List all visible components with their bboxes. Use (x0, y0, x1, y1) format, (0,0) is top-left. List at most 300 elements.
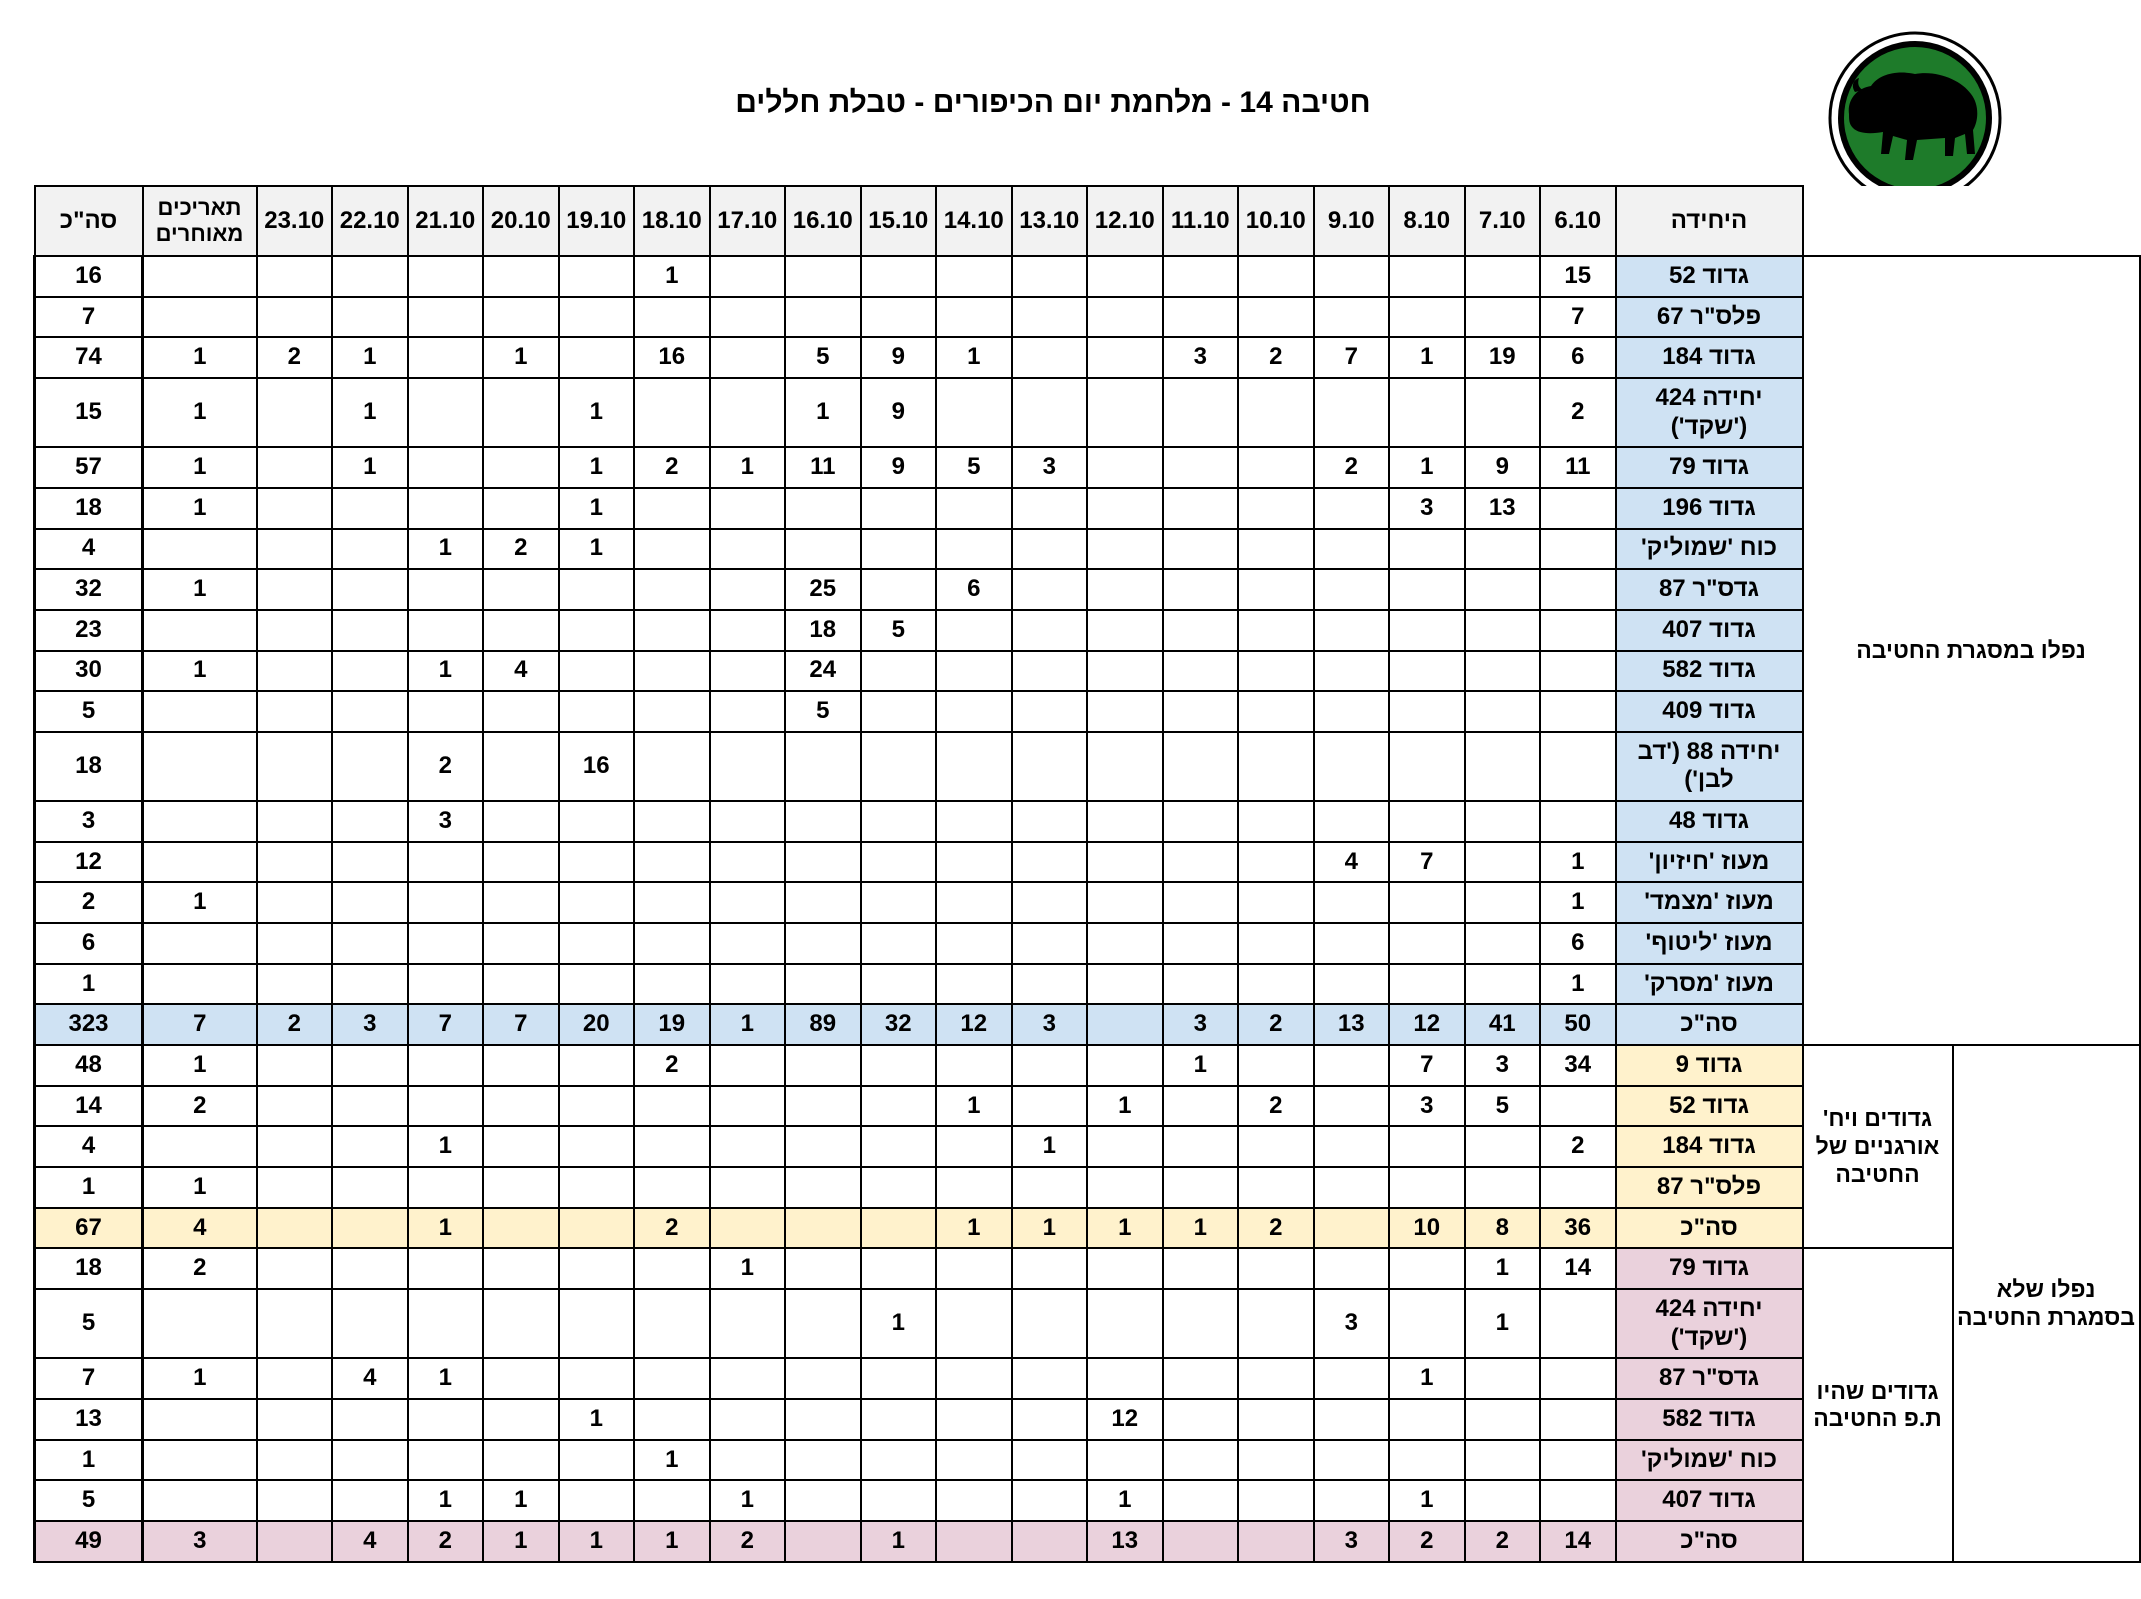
date-cell (634, 610, 710, 651)
date-cell: 2 (1238, 1004, 1314, 1045)
date-cell: 7 (408, 1004, 484, 1045)
date-cell (861, 801, 937, 842)
date-cell (1238, 297, 1314, 338)
date-cell (483, 923, 559, 964)
later-dates-cell: 2 (143, 1086, 257, 1127)
unit-name: פלס"ר 67 (1616, 297, 1803, 338)
date-cell: 11 (1540, 447, 1616, 488)
date-cell (408, 964, 484, 1005)
date-cell (861, 1167, 937, 1208)
date-cell (1012, 1358, 1088, 1399)
date-cell (1238, 964, 1314, 1005)
date-cell: 2 (1389, 1521, 1465, 1562)
date-cell (483, 1045, 559, 1086)
date-cell (634, 529, 710, 570)
date-cell (1314, 1167, 1390, 1208)
date-cell (332, 1208, 408, 1249)
date-cell: 1 (408, 1208, 484, 1249)
row-total-cell: 2 (35, 882, 143, 923)
date-cell (1238, 923, 1314, 964)
date-cell: 1 (936, 337, 1012, 378)
date-cell (559, 1358, 635, 1399)
date-cell (257, 1399, 333, 1440)
date-cell (408, 569, 484, 610)
row-total-cell: 13 (35, 1399, 143, 1440)
header-date: 14.10 (936, 186, 1012, 256)
date-cell: 2 (1238, 1086, 1314, 1127)
date-cell: 1 (408, 529, 484, 570)
date-cell: 1 (1389, 447, 1465, 488)
date-cell (408, 1167, 484, 1208)
header-date: 17.10 (710, 186, 786, 256)
date-cell: 3 (1314, 1521, 1390, 1562)
date-cell (408, 1289, 484, 1358)
row-total-cell: 32 (35, 569, 143, 610)
date-cell: 2 (1540, 378, 1616, 447)
subgroup-label-attached: גדודים שהיו ת.פ החטיבה (1803, 1248, 1953, 1562)
date-cell (408, 337, 484, 378)
date-cell: 2 (634, 1208, 710, 1249)
header-date: 22.10 (332, 186, 408, 256)
date-cell (1314, 1086, 1390, 1127)
date-cell (1163, 1086, 1239, 1127)
date-cell (1087, 842, 1163, 883)
date-cell (1012, 1086, 1088, 1127)
date-cell (936, 691, 1012, 732)
date-cell (559, 1086, 635, 1127)
date-cell (1163, 732, 1239, 801)
group-label-not-in-brigade: נפלו שלא בסמגרת החטיבה (1953, 1045, 2140, 1562)
header-date: 18.10 (634, 186, 710, 256)
date-cell: 1 (710, 1248, 786, 1289)
date-cell (634, 923, 710, 964)
date-cell (257, 1480, 333, 1521)
date-cell (332, 1126, 408, 1167)
date-cell (936, 1399, 1012, 1440)
date-cell: 1 (1540, 842, 1616, 883)
date-cell: 1 (483, 1480, 559, 1521)
row-total-cell: 48 (35, 1045, 143, 1086)
header-date: 15.10 (861, 186, 937, 256)
date-cell (559, 1126, 635, 1167)
date-cell (408, 1248, 484, 1289)
date-cell: 1 (408, 651, 484, 692)
header-date: 10.10 (1238, 186, 1314, 256)
date-cell: 13 (1087, 1521, 1163, 1562)
date-cell (861, 842, 937, 883)
date-cell (257, 1208, 333, 1249)
date-cell (1465, 964, 1541, 1005)
date-cell (861, 651, 937, 692)
row-total-cell: 18 (35, 488, 143, 529)
row-total-cell: 1 (35, 1167, 143, 1208)
date-cell (1389, 1167, 1465, 1208)
date-cell (483, 610, 559, 651)
date-cell (861, 569, 937, 610)
date-cell (936, 256, 1012, 297)
date-cell (1314, 610, 1390, 651)
date-cell: 3 (1163, 1004, 1239, 1045)
date-cell (785, 1289, 861, 1358)
date-cell (1389, 610, 1465, 651)
date-cell: 19 (634, 1004, 710, 1045)
date-cell (1238, 882, 1314, 923)
header-date: 23.10 (257, 186, 333, 256)
date-cell (1163, 1480, 1239, 1521)
date-cell (1389, 569, 1465, 610)
date-cell (1465, 1167, 1541, 1208)
date-cell (1389, 964, 1465, 1005)
subgroup-label-organic: גדודים ויח' אורגניים של החטיבה (1803, 1045, 1953, 1248)
date-cell (936, 651, 1012, 692)
date-cell (936, 842, 1012, 883)
date-cell (483, 801, 559, 842)
date-cell: 18 (785, 610, 861, 651)
date-cell (257, 923, 333, 964)
date-cell: 6 (1540, 923, 1616, 964)
date-cell (1465, 1440, 1541, 1481)
date-cell: 5 (936, 447, 1012, 488)
date-cell: 1 (408, 1480, 484, 1521)
date-cell: 8 (1465, 1208, 1541, 1249)
date-cell (1087, 923, 1163, 964)
date-cell (1163, 1289, 1239, 1358)
row-total-cell: 4 (35, 529, 143, 570)
later-dates-cell (143, 923, 257, 964)
date-cell: 1 (710, 1480, 786, 1521)
date-cell (1540, 488, 1616, 529)
date-cell (1540, 1289, 1616, 1358)
date-cell (483, 964, 559, 1005)
date-cell (1163, 297, 1239, 338)
table-row (35, 1045, 2140, 1086)
date-cell (1314, 1399, 1390, 1440)
date-cell (1012, 882, 1088, 923)
unit-name: כוח 'שמוליק' (1616, 529, 1803, 570)
unit-name: גדוד 582 (1616, 1399, 1803, 1440)
date-cell: 2 (257, 1004, 333, 1045)
later-dates-cell: 2 (143, 1248, 257, 1289)
date-cell (861, 529, 937, 570)
date-cell: 14 (1540, 1521, 1616, 1562)
date-cell (1540, 732, 1616, 801)
unit-name: גדס"ר 87 (1616, 1358, 1803, 1399)
date-cell (1238, 1440, 1314, 1481)
date-cell (559, 569, 635, 610)
date-cell (861, 882, 937, 923)
table-row (35, 1248, 2140, 1289)
date-cell (1087, 1045, 1163, 1086)
date-cell (710, 256, 786, 297)
date-cell (332, 1167, 408, 1208)
date-cell (1314, 1045, 1390, 1086)
header-unit: היחידה (1616, 186, 1803, 256)
date-cell (559, 923, 635, 964)
date-cell (332, 1289, 408, 1358)
date-cell (1314, 923, 1390, 964)
date-cell: 34 (1540, 1045, 1616, 1086)
date-cell (1012, 1289, 1088, 1358)
date-cell (257, 447, 333, 488)
later-dates-cell (143, 1289, 257, 1358)
unit-name: כוח 'שמוליק' (1616, 1440, 1803, 1481)
date-cell (785, 923, 861, 964)
date-cell: 1 (1163, 1045, 1239, 1086)
date-cell (936, 801, 1012, 842)
date-cell (1238, 1521, 1314, 1562)
date-cell (257, 691, 333, 732)
date-cell (332, 691, 408, 732)
date-cell (408, 488, 484, 529)
later-dates-cell: 1 (143, 1358, 257, 1399)
date-cell: 4 (1314, 842, 1390, 883)
date-cell (483, 1086, 559, 1127)
date-cell (1238, 732, 1314, 801)
date-cell: 2 (1238, 1208, 1314, 1249)
date-cell: 1 (1163, 1208, 1239, 1249)
date-cell (1465, 882, 1541, 923)
date-cell (559, 1480, 635, 1521)
date-cell (861, 732, 937, 801)
date-cell (861, 297, 937, 338)
date-cell (710, 1167, 786, 1208)
date-cell (257, 732, 333, 801)
date-cell: 25 (785, 569, 861, 610)
date-cell (1012, 569, 1088, 610)
date-cell: 2 (634, 447, 710, 488)
date-cell: 1 (634, 256, 710, 297)
date-cell (559, 882, 635, 923)
date-cell (257, 378, 333, 447)
date-cell (1163, 1126, 1239, 1167)
date-cell (408, 1440, 484, 1481)
header-date: 21.10 (408, 186, 484, 256)
date-cell (1540, 651, 1616, 692)
date-cell (332, 732, 408, 801)
date-cell (1314, 882, 1390, 923)
date-cell (332, 1248, 408, 1289)
date-cell (1087, 651, 1163, 692)
date-cell (1314, 691, 1390, 732)
date-cell (1012, 691, 1088, 732)
date-cell: 1 (1540, 882, 1616, 923)
date-cell (1238, 378, 1314, 447)
date-cell (483, 732, 559, 801)
date-cell (634, 964, 710, 1005)
date-cell (1087, 1289, 1163, 1358)
date-cell (1163, 378, 1239, 447)
date-cell (332, 1399, 408, 1440)
date-cell (408, 297, 484, 338)
date-cell (785, 882, 861, 923)
date-cell (710, 1208, 786, 1249)
date-cell (1163, 923, 1239, 964)
date-cell (785, 1208, 861, 1249)
date-cell (710, 297, 786, 338)
date-cell (408, 882, 484, 923)
later-dates-cell: 1 (143, 378, 257, 447)
header-date: 20.10 (483, 186, 559, 256)
date-cell (1012, 1480, 1088, 1521)
date-cell (1163, 801, 1239, 842)
date-cell (1389, 256, 1465, 297)
row-total-cell: 323 (35, 1004, 143, 1045)
date-cell (1238, 1167, 1314, 1208)
date-cell (1163, 610, 1239, 651)
date-cell (1314, 1126, 1390, 1167)
row-total-cell: 7 (35, 297, 143, 338)
date-cell (1012, 337, 1088, 378)
date-cell (1540, 610, 1616, 651)
date-cell: 1 (785, 378, 861, 447)
date-cell (408, 378, 484, 447)
date-cell (1012, 378, 1088, 447)
date-cell (1163, 1399, 1239, 1440)
date-cell (861, 1358, 937, 1399)
date-cell (710, 1289, 786, 1358)
unit-name: יחידה 88 ('דב לבן') (1616, 732, 1803, 801)
date-cell (1314, 1208, 1390, 1249)
date-cell: 3 (1465, 1045, 1541, 1086)
unit-name: גדוד 48 (1616, 801, 1803, 842)
date-cell (332, 488, 408, 529)
date-cell (332, 297, 408, 338)
date-cell (1087, 569, 1163, 610)
date-cell: 10 (1389, 1208, 1465, 1249)
date-cell (634, 882, 710, 923)
date-cell: 2 (408, 1521, 484, 1562)
date-cell: 4 (332, 1358, 408, 1399)
date-cell (861, 1045, 937, 1086)
date-cell (332, 964, 408, 1005)
date-cell (1087, 1126, 1163, 1167)
later-dates-cell: 4 (143, 1208, 257, 1249)
date-cell: 1 (332, 378, 408, 447)
row-total-cell: 1 (35, 1440, 143, 1481)
date-cell: 3 (1389, 488, 1465, 529)
date-cell (1314, 488, 1390, 529)
date-cell (936, 529, 1012, 570)
date-cell: 50 (1540, 1004, 1616, 1045)
row-total-cell: 23 (35, 610, 143, 651)
date-cell (634, 488, 710, 529)
date-cell (1314, 1440, 1390, 1481)
date-cell (1314, 801, 1390, 842)
date-cell (936, 378, 1012, 447)
date-cell (559, 651, 635, 692)
date-cell (1012, 964, 1088, 1005)
date-cell (1238, 1399, 1314, 1440)
date-cell: 2 (634, 1045, 710, 1086)
date-cell (1540, 801, 1616, 842)
date-cell (332, 842, 408, 883)
date-cell: 2 (408, 732, 484, 801)
date-cell (785, 1521, 861, 1562)
date-cell (1163, 1521, 1239, 1562)
date-cell: 3 (1389, 1086, 1465, 1127)
date-cell (936, 964, 1012, 1005)
row-total-cell: 49 (35, 1521, 143, 1562)
unit-name: יחידה 424 ('שקד') (1616, 1289, 1803, 1358)
date-cell (785, 1480, 861, 1521)
date-cell (1238, 1045, 1314, 1086)
date-cell: 5 (861, 610, 937, 651)
date-cell (559, 1248, 635, 1289)
date-cell: 11 (785, 447, 861, 488)
unit-name: גדוד 196 (1616, 488, 1803, 529)
date-cell: 2 (1465, 1521, 1541, 1562)
date-cell (710, 1126, 786, 1167)
date-cell (408, 256, 484, 297)
date-cell (1012, 1248, 1088, 1289)
date-cell (332, 882, 408, 923)
date-cell (1389, 882, 1465, 923)
date-cell: 1 (710, 1004, 786, 1045)
date-cell (634, 801, 710, 842)
date-cell (1389, 1248, 1465, 1289)
date-cell: 7 (1389, 842, 1465, 883)
date-cell: 32 (861, 1004, 937, 1045)
date-cell (710, 1358, 786, 1399)
date-cell: 1 (559, 378, 635, 447)
row-total-cell: 18 (35, 732, 143, 801)
date-cell (1087, 297, 1163, 338)
date-cell (559, 1045, 635, 1086)
date-cell (332, 1045, 408, 1086)
date-cell (1389, 732, 1465, 801)
date-cell (1238, 256, 1314, 297)
date-cell (257, 610, 333, 651)
unit-name: גדוד 79 (1616, 1248, 1803, 1289)
date-cell (559, 337, 635, 378)
date-cell (257, 882, 333, 923)
date-cell (710, 882, 786, 923)
date-cell (936, 488, 1012, 529)
date-cell (1238, 1248, 1314, 1289)
date-cell (710, 610, 786, 651)
date-cell (332, 256, 408, 297)
date-cell (257, 801, 333, 842)
later-dates-cell (143, 732, 257, 801)
date-cell (257, 1289, 333, 1358)
date-cell (257, 842, 333, 883)
total-label: סה"כ (1616, 1208, 1803, 1249)
date-cell (1465, 691, 1541, 732)
date-cell (785, 1086, 861, 1127)
date-cell (1389, 529, 1465, 570)
date-cell: 1 (1012, 1126, 1088, 1167)
date-cell (785, 1248, 861, 1289)
date-cell (634, 1399, 710, 1440)
date-cell (1314, 964, 1390, 1005)
date-cell: 13 (1465, 488, 1541, 529)
date-cell (332, 801, 408, 842)
date-cell (1163, 1167, 1239, 1208)
date-cell (1389, 1440, 1465, 1481)
date-cell: 3 (408, 801, 484, 842)
date-cell (1389, 378, 1465, 447)
date-cell (1163, 1358, 1239, 1399)
date-cell: 1 (1389, 337, 1465, 378)
date-cell: 2 (1314, 447, 1390, 488)
date-cell (936, 1440, 1012, 1481)
date-cell (483, 842, 559, 883)
date-cell (1087, 488, 1163, 529)
row-total-cell: 5 (35, 1289, 143, 1358)
date-cell: 9 (861, 447, 937, 488)
date-cell: 7 (1540, 297, 1616, 338)
date-cell (1465, 801, 1541, 842)
